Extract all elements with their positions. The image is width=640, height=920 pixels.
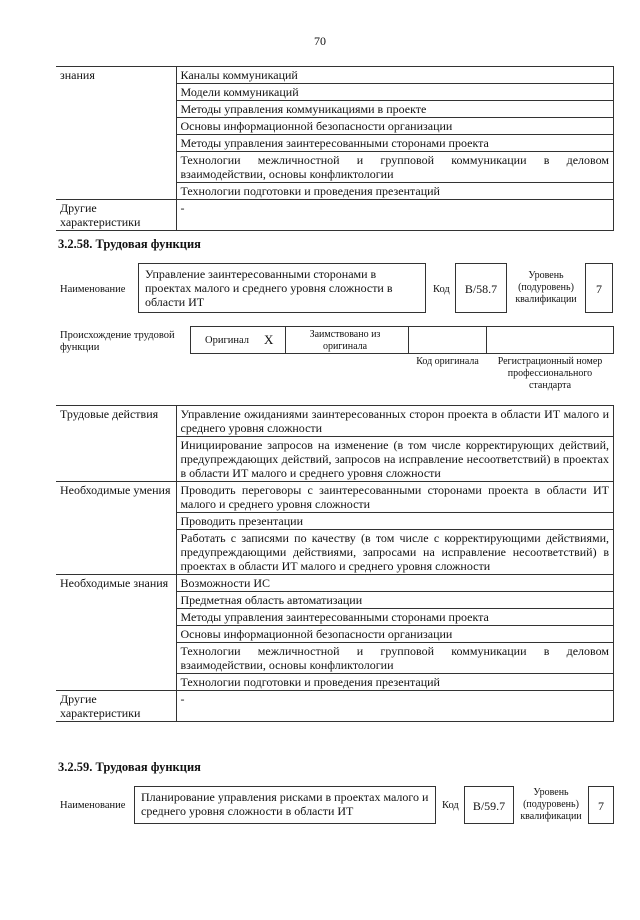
- knowledge-label: знания: [56, 67, 176, 200]
- section-59-heading: 3.2.59. Трудовая функция: [58, 760, 201, 774]
- name-value-59: Планирование управления рисками в проектах малого и среднего уровня сложности в области ИТ: [134, 786, 436, 824]
- knowledge-item: Технологии межличностной и групповой коммуникации в деловом взаимодействии, основы конфликтологии: [176, 643, 614, 674]
- skill-item: Проводить презентации: [176, 513, 614, 530]
- level-label-58: Уровень (подуровень) квалификации: [515, 270, 577, 305]
- code-label-58: Код: [433, 284, 450, 295]
- original-mark: X: [264, 332, 274, 347]
- code-value-58: B/58.7: [455, 263, 507, 313]
- knowledge-item: Модели коммуникаций: [176, 84, 614, 101]
- knowledge-item: Предметная область автоматизации: [176, 592, 614, 609]
- name-label-58: Наименование: [60, 284, 126, 295]
- knowledge-item: Основы информационной безопасности организации: [176, 626, 614, 643]
- knowledge-item: Методы управления заинтересованными сторонами проекта: [176, 135, 614, 152]
- skill-item: Проводить переговоры с заинтересованными сторонами проекта в области ИТ малого и среднего уровня сложности: [176, 482, 614, 513]
- other-value: -: [176, 200, 614, 231]
- level-label-59: Уровень (подуровень) квалификации: [520, 787, 582, 822]
- page-number: 70: [314, 34, 326, 48]
- origin-label: Происхождение трудовой функции: [60, 330, 175, 353]
- knowledge-item: Каналы коммуникаций: [176, 67, 614, 84]
- action-item: Инициирование запросов на изменение (в том числе корректирующих действий, предупреждающих действий, запросов на исправление несоответствий) в проектах в области ИТ малого и среднего уровня сложности: [176, 437, 614, 482]
- other-label: Другие характеристики: [56, 200, 176, 231]
- section-58-heading: 3.2.58. Трудовая функция: [58, 237, 201, 251]
- knowledge-label-58: Необходимые знания: [56, 575, 176, 691]
- knowledge-item: Возможности ИС: [176, 575, 614, 592]
- origin-box: [190, 326, 614, 354]
- action-item: Управление ожиданиями заинтересованных сторон проекта в области ИТ малого и среднего уровня сложности: [176, 406, 614, 437]
- level-value-58: 7: [585, 263, 613, 313]
- origin-divider: [486, 326, 487, 354]
- code-label-59: Код: [442, 800, 459, 811]
- skills-label: Необходимые умения: [56, 482, 176, 575]
- knowledge-item: Методы управления коммуникациями в проекте: [176, 101, 614, 118]
- knowledge-item: Основы информационной безопасности организации: [176, 118, 614, 135]
- level-value-59: 7: [588, 786, 614, 824]
- knowledge-item: Технологии межличностной и групповой коммуникации в деловом взаимодействии, основы конфликтологии: [176, 152, 614, 183]
- knowledge-item: Методы управления заинтересованными сторонами проекта: [176, 609, 614, 626]
- origin-divider: [408, 326, 409, 354]
- origin-divider: [285, 326, 286, 354]
- skill-item: Работать с записями по качеству (в том числе с корректирующими действиями, предупреждающими действиями, запросами на исправление несоответствий) в проектах в области ИТ малого и среднего уровня сложности: [176, 530, 614, 575]
- code-value-59: B/59.7: [464, 786, 514, 824]
- reg-number-label: Регистрационный номер профессионального стандарта: [497, 356, 603, 391]
- other-value-58: -: [176, 691, 614, 722]
- section-58-table: [56, 405, 614, 722]
- other-label-58: Другие характеристики: [56, 691, 176, 722]
- borrowed-label: Заимствовано из оригинала: [309, 329, 381, 352]
- original-label: Оригинал: [205, 335, 249, 346]
- top-knowledge-table: [56, 66, 614, 231]
- name-label-59: Наименование: [60, 800, 126, 811]
- knowledge-item: Технологии подготовки и проведения презентаций: [176, 183, 614, 200]
- knowledge-item: Технологии подготовки и проведения презентаций: [176, 674, 614, 691]
- actions-label: Трудовые действия: [56, 406, 176, 482]
- orig-code-label: Код оригинала: [416, 356, 479, 367]
- name-value-58: Управление заинтересованными сторонами в проектах малого и среднего уровня сложности в области ИТ: [138, 263, 426, 313]
